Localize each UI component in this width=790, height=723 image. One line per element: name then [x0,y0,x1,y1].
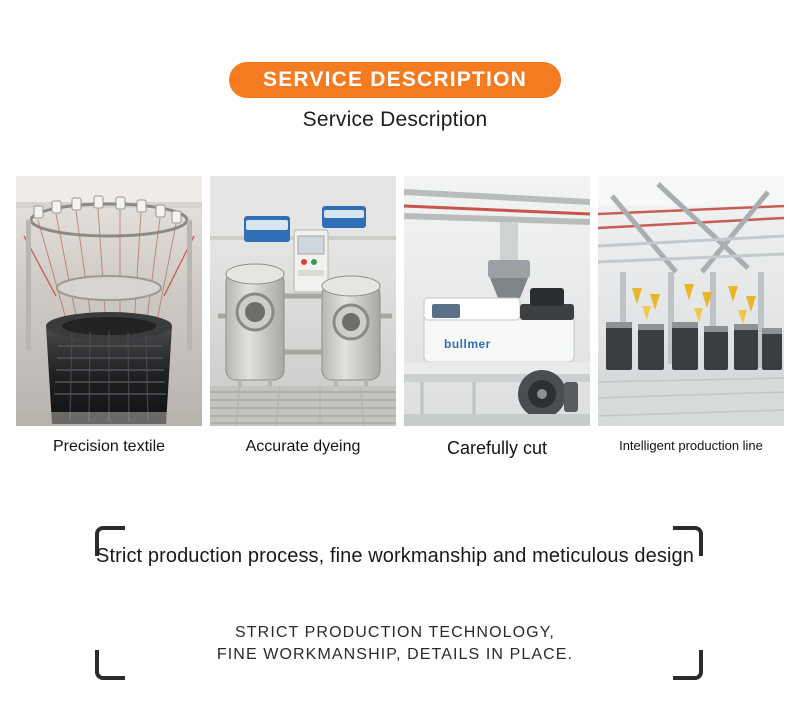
summary-headline: Strict production process, fine workmanship and meticulous design [96,545,694,567]
gallery-strip [16,176,778,459]
section-banner-title: SERVICE DESCRIPTION [229,62,561,98]
gallery-item [404,176,590,459]
gallery-item [210,176,396,459]
summary-subtext [0,622,790,666]
gallery-item [598,176,784,459]
svg-text:bullmer: bullmer [444,337,491,351]
circular-knitting-machine-photo [16,176,202,426]
gallery-caption: Intelligent production line [619,438,763,453]
summary-subtext-line-2: FINE WORKMANSHIP, DETAILS IN PLACE. [216,646,574,663]
gallery-caption: Precision textile [52,438,166,455]
banner-container [0,62,790,98]
overhead-conveyor-line-photo [598,176,784,426]
summary-block [0,500,790,723]
summary-subtext-line-1: STRICT PRODUCTION TECHNOLOGY, [235,624,555,641]
gallery-item [16,176,202,459]
dyeing-vessel-photo [210,176,396,426]
bullmer-cutting-machine-photo [404,176,590,426]
gallery-caption: Carefully cut [446,438,548,458]
page-subtitle: Service Description [302,108,488,131]
gallery-caption: Accurate dyeing [245,438,361,455]
